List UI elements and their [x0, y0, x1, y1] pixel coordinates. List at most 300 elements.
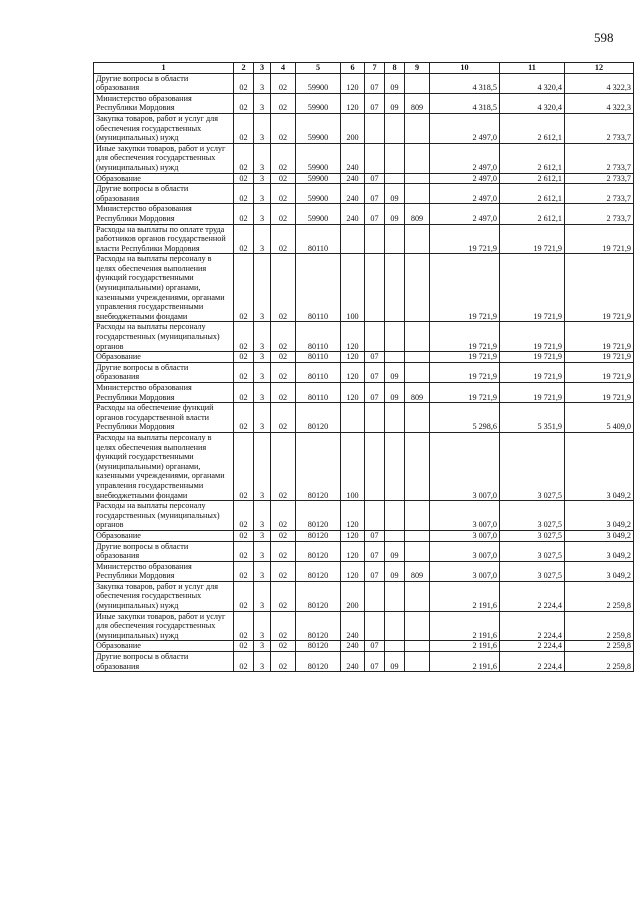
- code-cell: 02: [234, 362, 254, 382]
- code-cell: 02: [234, 581, 254, 611]
- code-cell: 07: [365, 541, 385, 561]
- code-cell: 80110: [296, 224, 341, 254]
- code-cell: 02: [271, 383, 296, 403]
- row-name-cell: Министерство образования Республики Мордовия: [94, 383, 234, 403]
- code-cell: 240: [341, 173, 365, 184]
- code-cell: 07: [365, 352, 385, 363]
- code-cell: 09: [385, 652, 405, 672]
- table-row: [94, 641, 634, 652]
- table-row: [94, 204, 634, 224]
- amount-cell: 3 049,2: [565, 541, 634, 561]
- table-row: [94, 561, 634, 581]
- code-cell: 3: [254, 184, 271, 204]
- code-cell: 02: [234, 113, 254, 143]
- amount-cell: 3 027,5: [500, 561, 565, 581]
- table-row: [94, 352, 634, 363]
- code-cell: 02: [271, 173, 296, 184]
- code-cell: 809: [405, 204, 430, 224]
- amount-cell: 3 027,5: [500, 530, 565, 541]
- column-header: 3: [254, 63, 271, 74]
- code-cell: 02: [271, 224, 296, 254]
- code-cell: 09: [385, 362, 405, 382]
- amount-cell: 2 733,7: [565, 173, 634, 184]
- code-cell: [405, 113, 430, 143]
- code-cell: 02: [234, 322, 254, 352]
- code-cell: 80120: [296, 432, 341, 500]
- code-cell: 809: [405, 383, 430, 403]
- amount-cell: 2 497,0: [430, 143, 500, 173]
- row-name-cell: Расходы на выплаты персоналу государственных (муниципальных) органов: [94, 322, 234, 352]
- amount-cell: 3 027,5: [500, 501, 565, 531]
- code-cell: 3: [254, 611, 271, 641]
- code-cell: 200: [341, 581, 365, 611]
- amount-cell: 2 612,1: [500, 184, 565, 204]
- code-cell: 02: [234, 224, 254, 254]
- row-name-cell: Расходы на выплаты персоналу в целях обеспечения выполнения функций государственными (муниципальными) органами, казенными учреждениями, органами управления государственными внебюджетными фондами: [94, 432, 234, 500]
- amount-cell: 19 721,9: [430, 383, 500, 403]
- code-cell: 120: [341, 383, 365, 403]
- row-name-cell: Образование: [94, 352, 234, 363]
- amount-cell: 2 733,7: [565, 204, 634, 224]
- amount-cell: 2 191,6: [430, 611, 500, 641]
- code-cell: [405, 541, 430, 561]
- code-cell: 07: [365, 652, 385, 672]
- row-name-cell: Расходы на выплаты по оплате труда работников органов государственной власти Республики Мордовия: [94, 224, 234, 254]
- code-cell: 02: [271, 611, 296, 641]
- code-cell: [385, 173, 405, 184]
- code-cell: 07: [365, 204, 385, 224]
- page-number: 598: [594, 30, 614, 45]
- code-cell: [365, 322, 385, 352]
- code-cell: [365, 581, 385, 611]
- code-cell: 3: [254, 641, 271, 652]
- row-name-cell: Министерство образования Республики Мордовия: [94, 204, 234, 224]
- code-cell: 3: [254, 362, 271, 382]
- code-cell: 07: [365, 93, 385, 113]
- code-cell: 02: [234, 541, 254, 561]
- code-cell: 02: [234, 254, 254, 322]
- amount-cell: 2 191,6: [430, 581, 500, 611]
- code-cell: 120: [341, 322, 365, 352]
- code-cell: 100: [341, 432, 365, 500]
- amount-cell: 19 721,9: [430, 224, 500, 254]
- amount-cell: 5 351,9: [500, 403, 565, 433]
- code-cell: 80120: [296, 501, 341, 531]
- code-cell: 240: [341, 652, 365, 672]
- code-cell: 02: [271, 403, 296, 433]
- code-cell: 3: [254, 652, 271, 672]
- code-cell: 02: [271, 143, 296, 173]
- code-cell: 3: [254, 561, 271, 581]
- amount-cell: 19 721,9: [500, 352, 565, 363]
- table-row: [94, 173, 634, 184]
- amount-cell: 3 049,2: [565, 561, 634, 581]
- code-cell: 07: [365, 383, 385, 403]
- code-cell: [405, 224, 430, 254]
- amount-cell: 5 409,0: [565, 403, 634, 433]
- code-cell: [405, 184, 430, 204]
- amount-cell: 2 733,7: [565, 113, 634, 143]
- amount-cell: 2 497,0: [430, 113, 500, 143]
- code-cell: [385, 113, 405, 143]
- amount-cell: 2 224,4: [500, 581, 565, 611]
- code-cell: 240: [341, 611, 365, 641]
- amount-cell: 3 049,2: [565, 432, 634, 500]
- table-row: [94, 581, 634, 611]
- code-cell: 3: [254, 352, 271, 363]
- code-cell: 80110: [296, 362, 341, 382]
- row-name-cell: Образование: [94, 641, 234, 652]
- code-cell: [385, 403, 405, 433]
- amount-cell: 19 721,9: [500, 322, 565, 352]
- code-cell: [385, 143, 405, 173]
- code-cell: 02: [234, 184, 254, 204]
- amount-cell: 19 721,9: [565, 352, 634, 363]
- code-cell: 07: [365, 173, 385, 184]
- code-cell: 09: [385, 204, 405, 224]
- table-row: [94, 383, 634, 403]
- amount-cell: 2 497,0: [430, 184, 500, 204]
- amount-cell: 19 721,9: [430, 322, 500, 352]
- amount-cell: 2 612,1: [500, 173, 565, 184]
- row-name-cell: Иные закупки товаров, работ и услуг для обеспечения государственных (муниципальных) нужд: [94, 611, 234, 641]
- table-row: [94, 432, 634, 500]
- table-row: [94, 322, 634, 352]
- table-row: [94, 541, 634, 561]
- code-cell: [385, 432, 405, 500]
- code-cell: 3: [254, 73, 271, 93]
- code-cell: 02: [271, 432, 296, 500]
- code-cell: 02: [271, 184, 296, 204]
- amount-cell: 19 721,9: [565, 224, 634, 254]
- table-body: [94, 73, 634, 672]
- code-cell: 100: [341, 254, 365, 322]
- amount-cell: 4 320,4: [500, 73, 565, 93]
- code-cell: 3: [254, 173, 271, 184]
- code-cell: 09: [385, 73, 405, 93]
- code-cell: 09: [385, 561, 405, 581]
- table-row: [94, 501, 634, 531]
- column-header: 2: [234, 63, 254, 74]
- amount-cell: 19 721,9: [500, 224, 565, 254]
- code-cell: 3: [254, 143, 271, 173]
- code-cell: 07: [365, 184, 385, 204]
- code-cell: 59900: [296, 184, 341, 204]
- amount-cell: 4 318,5: [430, 73, 500, 93]
- code-cell: 02: [234, 73, 254, 93]
- amount-cell: 19 721,9: [430, 254, 500, 322]
- code-cell: 59900: [296, 113, 341, 143]
- code-cell: 200: [341, 113, 365, 143]
- code-cell: 3: [254, 501, 271, 531]
- column-header: 4: [271, 63, 296, 74]
- code-cell: 02: [234, 93, 254, 113]
- amount-cell: 4 320,4: [500, 93, 565, 113]
- row-name-cell: Расходы на выплаты персоналу государственных (муниципальных) органов: [94, 501, 234, 531]
- code-cell: 3: [254, 383, 271, 403]
- code-cell: 809: [405, 561, 430, 581]
- code-cell: [405, 611, 430, 641]
- code-cell: 80120: [296, 641, 341, 652]
- code-cell: [405, 652, 430, 672]
- code-cell: 02: [271, 541, 296, 561]
- code-cell: 240: [341, 143, 365, 173]
- column-header: 6: [341, 63, 365, 74]
- code-cell: [365, 143, 385, 173]
- amount-cell: 4 318,5: [430, 93, 500, 113]
- code-cell: 02: [271, 254, 296, 322]
- amount-cell: 4 322,3: [565, 93, 634, 113]
- row-name-cell: Закупка товаров, работ и услуг для обеспечения государственных (муниципальных) нужд: [94, 581, 234, 611]
- code-cell: 59900: [296, 93, 341, 113]
- code-cell: 120: [341, 561, 365, 581]
- amount-cell: 3 007,0: [430, 561, 500, 581]
- amount-cell: 3 007,0: [430, 541, 500, 561]
- row-name-cell: Расходы на выплаты персоналу в целях обеспечения выполнения функций государственными (муниципальными) органами, казенными учреждениями, органами управления государственными внебюджетными фондами: [94, 254, 234, 322]
- amount-cell: 2 733,7: [565, 184, 634, 204]
- code-cell: 02: [234, 432, 254, 500]
- row-name-cell: Другие вопросы в области образования: [94, 541, 234, 561]
- amount-cell: 2 224,4: [500, 611, 565, 641]
- amount-cell: 2 259,8: [565, 652, 634, 672]
- code-cell: [405, 173, 430, 184]
- code-cell: 3: [254, 530, 271, 541]
- table-row: [94, 224, 634, 254]
- table-row: [94, 652, 634, 672]
- code-cell: 3: [254, 204, 271, 224]
- code-cell: 02: [234, 403, 254, 433]
- code-cell: 80120: [296, 530, 341, 541]
- table-header-row: [94, 63, 634, 74]
- code-cell: 59900: [296, 173, 341, 184]
- row-name-cell: Другие вопросы в области образования: [94, 73, 234, 93]
- code-cell: 02: [271, 93, 296, 113]
- amount-cell: 2 191,6: [430, 641, 500, 652]
- amount-cell: 19 721,9: [565, 322, 634, 352]
- table-row: [94, 362, 634, 382]
- code-cell: 80120: [296, 541, 341, 561]
- amount-cell: 19 721,9: [500, 362, 565, 382]
- code-cell: [405, 362, 430, 382]
- code-cell: [385, 641, 405, 652]
- code-cell: 80120: [296, 403, 341, 433]
- code-cell: 120: [341, 530, 365, 541]
- column-header: 8: [385, 63, 405, 74]
- row-name-cell: Расходы на обеспечение функций органов государственной власти Республики Мордовия: [94, 403, 234, 433]
- amount-cell: 3 007,0: [430, 432, 500, 500]
- code-cell: 02: [271, 352, 296, 363]
- code-cell: 240: [341, 204, 365, 224]
- column-header: 1: [94, 63, 234, 74]
- code-cell: 80110: [296, 352, 341, 363]
- code-cell: 02: [234, 641, 254, 652]
- row-name-cell: Образование: [94, 173, 234, 184]
- code-cell: [385, 611, 405, 641]
- code-cell: 02: [271, 641, 296, 652]
- code-cell: [341, 224, 365, 254]
- code-cell: [405, 322, 430, 352]
- code-cell: 809: [405, 93, 430, 113]
- code-cell: [365, 611, 385, 641]
- code-cell: 02: [271, 322, 296, 352]
- code-cell: [365, 501, 385, 531]
- code-cell: 02: [234, 530, 254, 541]
- code-cell: 59900: [296, 204, 341, 224]
- code-cell: 120: [341, 73, 365, 93]
- code-cell: [405, 432, 430, 500]
- code-cell: 120: [341, 541, 365, 561]
- code-cell: [385, 581, 405, 611]
- amount-cell: 4 322,3: [565, 73, 634, 93]
- code-cell: [405, 530, 430, 541]
- budget-table: [93, 62, 634, 672]
- table-row: [94, 93, 634, 113]
- row-name-cell: Другие вопросы в области образования: [94, 184, 234, 204]
- code-cell: 3: [254, 322, 271, 352]
- column-header: 9: [405, 63, 430, 74]
- code-cell: 02: [271, 581, 296, 611]
- code-cell: 07: [365, 530, 385, 541]
- amount-cell: 2 612,1: [500, 143, 565, 173]
- amount-cell: 2 497,0: [430, 173, 500, 184]
- code-cell: 120: [341, 501, 365, 531]
- amount-cell: 19 721,9: [500, 254, 565, 322]
- code-cell: 02: [234, 352, 254, 363]
- amount-cell: 19 721,9: [565, 254, 634, 322]
- code-cell: [385, 224, 405, 254]
- amount-cell: 3 027,5: [500, 541, 565, 561]
- code-cell: [405, 73, 430, 93]
- amount-cell: 2 733,7: [565, 143, 634, 173]
- code-cell: 02: [271, 652, 296, 672]
- code-cell: [405, 641, 430, 652]
- amount-cell: 3 007,0: [430, 530, 500, 541]
- row-name-cell: Образование: [94, 530, 234, 541]
- amount-cell: 19 721,9: [565, 362, 634, 382]
- code-cell: [405, 501, 430, 531]
- code-cell: 120: [341, 93, 365, 113]
- code-cell: 09: [385, 541, 405, 561]
- amount-cell: 2 612,1: [500, 204, 565, 224]
- code-cell: 80120: [296, 652, 341, 672]
- code-cell: 80110: [296, 322, 341, 352]
- row-name-cell: Закупка товаров, работ и услуг для обеспечения государственных (муниципальных) нужд: [94, 113, 234, 143]
- code-cell: 02: [271, 204, 296, 224]
- code-cell: 120: [341, 352, 365, 363]
- code-cell: 07: [365, 641, 385, 652]
- code-cell: 3: [254, 541, 271, 561]
- amount-cell: 19 721,9: [500, 383, 565, 403]
- code-cell: [405, 352, 430, 363]
- amount-cell: 2 612,1: [500, 113, 565, 143]
- amount-cell: 2 191,6: [430, 652, 500, 672]
- amount-cell: 3 049,2: [565, 501, 634, 531]
- code-cell: 07: [365, 561, 385, 581]
- code-cell: 80120: [296, 561, 341, 581]
- code-cell: 09: [385, 184, 405, 204]
- code-cell: 80120: [296, 611, 341, 641]
- amount-cell: 19 721,9: [565, 383, 634, 403]
- column-header: 5: [296, 63, 341, 74]
- code-cell: [405, 143, 430, 173]
- code-cell: 80110: [296, 383, 341, 403]
- code-cell: 59900: [296, 73, 341, 93]
- code-cell: 02: [234, 652, 254, 672]
- row-name-cell: Другие вопросы в области образования: [94, 652, 234, 672]
- code-cell: [385, 322, 405, 352]
- code-cell: 3: [254, 432, 271, 500]
- amount-cell: 2 224,4: [500, 652, 565, 672]
- amount-cell: 3 007,0: [430, 501, 500, 531]
- column-header: 7: [365, 63, 385, 74]
- amount-cell: 2 497,0: [430, 204, 500, 224]
- code-cell: [341, 403, 365, 433]
- code-cell: [365, 432, 385, 500]
- code-cell: 3: [254, 581, 271, 611]
- amount-cell: 19 721,9: [430, 352, 500, 363]
- row-name-cell: Иные закупки товаров, работ и услуг для обеспечения государственных (муниципальных) нужд: [94, 143, 234, 173]
- row-name-cell: Министерство образования Республики Мордовия: [94, 93, 234, 113]
- code-cell: 80120: [296, 581, 341, 611]
- column-header: 10: [430, 63, 500, 74]
- code-cell: [365, 224, 385, 254]
- code-cell: 02: [271, 73, 296, 93]
- code-cell: 02: [234, 383, 254, 403]
- amount-cell: 2 224,4: [500, 641, 565, 652]
- code-cell: 240: [341, 184, 365, 204]
- code-cell: 02: [234, 561, 254, 581]
- code-cell: [385, 254, 405, 322]
- code-cell: [365, 113, 385, 143]
- code-cell: [385, 530, 405, 541]
- amount-cell: 2 259,8: [565, 581, 634, 611]
- table-row: [94, 254, 634, 322]
- code-cell: [365, 254, 385, 322]
- code-cell: [405, 403, 430, 433]
- table-row: [94, 113, 634, 143]
- code-cell: [405, 254, 430, 322]
- column-header: 11: [500, 63, 565, 74]
- column-header: 12: [565, 63, 634, 74]
- table-row: [94, 143, 634, 173]
- code-cell: 02: [234, 611, 254, 641]
- code-cell: 3: [254, 254, 271, 322]
- row-name-cell: Другие вопросы в области образования: [94, 362, 234, 382]
- code-cell: [385, 352, 405, 363]
- code-cell: 07: [365, 362, 385, 382]
- code-cell: [365, 403, 385, 433]
- code-cell: 120: [341, 362, 365, 382]
- code-cell: 02: [271, 501, 296, 531]
- code-cell: 02: [234, 204, 254, 224]
- code-cell: 02: [271, 530, 296, 541]
- code-cell: 02: [234, 501, 254, 531]
- amount-cell: 3 027,5: [500, 432, 565, 500]
- code-cell: 07: [365, 73, 385, 93]
- amount-cell: 3 049,2: [565, 530, 634, 541]
- code-cell: 02: [271, 561, 296, 581]
- table-row: [94, 73, 634, 93]
- code-cell: [385, 501, 405, 531]
- table-row: [94, 184, 634, 204]
- amount-cell: 2 259,8: [565, 611, 634, 641]
- table-row: [94, 530, 634, 541]
- code-cell: 3: [254, 113, 271, 143]
- code-cell: 02: [271, 113, 296, 143]
- code-cell: 02: [234, 143, 254, 173]
- code-cell: 80110: [296, 254, 341, 322]
- code-cell: 02: [271, 362, 296, 382]
